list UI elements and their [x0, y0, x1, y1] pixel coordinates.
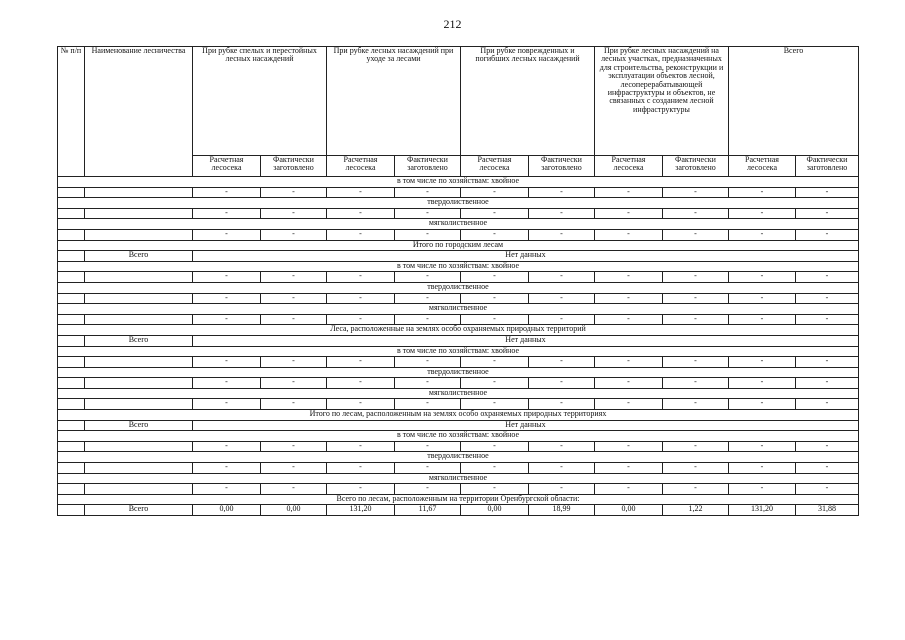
- table-row: [58, 304, 859, 315]
- table-row: [58, 314, 859, 325]
- value-cell: -: [663, 399, 729, 410]
- value-cell: -: [261, 441, 327, 452]
- value-cell: -: [796, 272, 859, 283]
- value-cell: -: [327, 378, 395, 389]
- value-cell: -: [729, 484, 796, 495]
- value-cell: -: [663, 187, 729, 198]
- table-row: [58, 208, 859, 219]
- value-cell: -: [327, 399, 395, 410]
- section-label: мягколиственное: [58, 304, 859, 315]
- value-cell: -: [595, 357, 663, 368]
- section-label: Леса, расположенные на землях особо охраняемых природных территорий: [58, 325, 859, 336]
- num-cell: [58, 484, 85, 495]
- table-row: [58, 198, 859, 209]
- section-label: твердолиственное: [58, 282, 859, 293]
- value-cell: -: [461, 463, 529, 474]
- forest-harvest-table: [57, 46, 859, 516]
- value-cell: -: [529, 357, 595, 368]
- value-cell: -: [796, 378, 859, 389]
- num-cell: [58, 420, 85, 431]
- value-cell: -: [395, 272, 461, 283]
- value-cell: -: [327, 357, 395, 368]
- section-label: Итого по городским лесам: [58, 240, 859, 251]
- value-cell: -: [395, 229, 461, 240]
- value-cell: -: [327, 272, 395, 283]
- table-row: [58, 261, 859, 272]
- value-cell: -: [193, 208, 261, 219]
- value-cell: -: [261, 314, 327, 325]
- value-cell: -: [529, 463, 595, 474]
- num-cell: [58, 505, 85, 516]
- subheader-estimated: Расчетная лесосека: [729, 156, 796, 177]
- value-cell: -: [529, 441, 595, 452]
- value-cell: -: [796, 208, 859, 219]
- num-cell: [58, 293, 85, 304]
- value-cell: -: [395, 378, 461, 389]
- value-cell: -: [193, 314, 261, 325]
- value-cell: -: [261, 208, 327, 219]
- value-cell: -: [529, 229, 595, 240]
- section-label: в том числе по хозяйствам: хвойное: [58, 346, 859, 357]
- table-row: [58, 505, 859, 516]
- value-cell: -: [729, 293, 796, 304]
- value-cell: -: [595, 272, 663, 283]
- subheader-actual: Фактически заготовлено: [261, 156, 327, 177]
- section-label: в том числе по хозяйствам: хвойное: [58, 177, 859, 188]
- no-data-cell: Нет данных: [193, 251, 859, 262]
- value-cell: -: [193, 187, 261, 198]
- row-label: [85, 441, 193, 452]
- value-cell: -: [595, 484, 663, 495]
- value-cell: -: [327, 314, 395, 325]
- value-cell: -: [663, 272, 729, 283]
- section-label: в том числе по хозяйствам: хвойное: [58, 261, 859, 272]
- value-cell: -: [729, 378, 796, 389]
- value-cell: -: [395, 399, 461, 410]
- value-cell: -: [395, 187, 461, 198]
- value-cell: -: [395, 484, 461, 495]
- row-label: [85, 484, 193, 495]
- row-label: [85, 187, 193, 198]
- value-cell: -: [529, 208, 595, 219]
- subheader-actual: Фактически заготовлено: [796, 156, 859, 177]
- value-cell: -: [327, 187, 395, 198]
- value-cell: -: [193, 378, 261, 389]
- value-cell: -: [595, 378, 663, 389]
- table-row: [58, 399, 859, 410]
- value-cell: -: [327, 208, 395, 219]
- value-cell: -: [796, 314, 859, 325]
- value-cell: -: [461, 441, 529, 452]
- value-cell: -: [193, 357, 261, 368]
- value-cell: -: [461, 314, 529, 325]
- header-group-total: Всего: [729, 47, 859, 156]
- value-cell: -: [529, 378, 595, 389]
- section-label: твердолиственное: [58, 198, 859, 209]
- value-cell: -: [529, 187, 595, 198]
- table-row: [58, 251, 859, 262]
- value-cell: 0,00: [461, 505, 529, 516]
- value-cell: -: [729, 314, 796, 325]
- table-row: [58, 346, 859, 357]
- num-cell: [58, 314, 85, 325]
- value-cell: -: [261, 272, 327, 283]
- row-label: [85, 357, 193, 368]
- value-cell: -: [395, 357, 461, 368]
- table-row: [58, 388, 859, 399]
- value-cell: -: [729, 187, 796, 198]
- value-cell: -: [327, 463, 395, 474]
- value-cell: -: [595, 229, 663, 240]
- header-row-groups: [58, 47, 859, 156]
- value-cell: -: [529, 484, 595, 495]
- value-cell: -: [327, 484, 395, 495]
- table-row: [58, 357, 859, 368]
- row-label: [85, 208, 193, 219]
- table-row: [58, 219, 859, 230]
- value-cell: 18,99: [529, 505, 595, 516]
- header-group-mature: При рубке спелых и перестойных лесных насаждений: [193, 47, 327, 156]
- value-cell: -: [663, 314, 729, 325]
- value-cell: -: [193, 463, 261, 474]
- value-cell: -: [796, 187, 859, 198]
- value-cell: 0,00: [595, 505, 663, 516]
- value-cell: -: [261, 293, 327, 304]
- value-cell: 31,88: [796, 505, 859, 516]
- value-cell: -: [193, 484, 261, 495]
- value-cell: 1,22: [663, 505, 729, 516]
- value-cell: -: [663, 229, 729, 240]
- table-row: [58, 378, 859, 389]
- row-label: Всего: [85, 505, 193, 516]
- row-label: Всего: [85, 251, 193, 262]
- row-label: [85, 272, 193, 283]
- value-cell: -: [729, 463, 796, 474]
- section-label: мягколиственное: [58, 473, 859, 484]
- num-cell: [58, 357, 85, 368]
- section-label: Всего по лесам, расположенным на территории Оренбургской области:: [58, 494, 859, 505]
- table-row: [58, 272, 859, 283]
- value-cell: -: [595, 441, 663, 452]
- value-cell: -: [796, 399, 859, 410]
- value-cell: -: [327, 229, 395, 240]
- page-number: 212: [443, 17, 462, 31]
- value-cell: -: [193, 441, 261, 452]
- value-cell: -: [595, 463, 663, 474]
- value-cell: -: [461, 208, 529, 219]
- table-row: [58, 473, 859, 484]
- num-cell: [58, 335, 85, 346]
- header-group-construction: При рубке лесных насаждений на лесных участках, предназначенных для строительства, реконструкции и эксплуатации объектов лесной, лесоперерабатывающей инфраструктуры и объектов, не связанных с созданием лесной инфраструктуры: [595, 47, 729, 156]
- value-cell: 0,00: [193, 505, 261, 516]
- no-data-cell: Нет данных: [193, 335, 859, 346]
- num-cell: [58, 272, 85, 283]
- table-body: [58, 177, 859, 516]
- header-num: № п/п: [58, 47, 85, 177]
- value-cell: -: [461, 378, 529, 389]
- subheader-actual: Фактически заготовлено: [529, 156, 595, 177]
- value-cell: -: [193, 399, 261, 410]
- value-cell: -: [796, 484, 859, 495]
- value-cell: -: [663, 441, 729, 452]
- subheader-estimated: Расчетная лесосека: [193, 156, 261, 177]
- table-row: [58, 494, 859, 505]
- header-group-damaged: При рубке поврежденных и погибших лесных насаждений: [461, 47, 595, 156]
- table-row: [58, 282, 859, 293]
- row-label: [85, 399, 193, 410]
- header-group-care: При рубке лесных насаждений при уходе за лесами: [327, 47, 461, 156]
- value-cell: -: [729, 208, 796, 219]
- table-row: [58, 177, 859, 188]
- value-cell: -: [595, 314, 663, 325]
- value-cell: -: [327, 441, 395, 452]
- section-label: Итого по лесам, расположенным на землях особо охраняемых природных территориях: [58, 410, 859, 421]
- value-cell: -: [529, 399, 595, 410]
- value-cell: -: [796, 463, 859, 474]
- value-cell: -: [395, 293, 461, 304]
- num-cell: [58, 187, 85, 198]
- value-cell: -: [261, 357, 327, 368]
- value-cell: -: [395, 314, 461, 325]
- value-cell: -: [261, 229, 327, 240]
- table-row: [58, 463, 859, 474]
- value-cell: -: [461, 399, 529, 410]
- table-row: [58, 431, 859, 442]
- value-cell: -: [595, 187, 663, 198]
- value-cell: -: [729, 357, 796, 368]
- value-cell: -: [663, 463, 729, 474]
- table-row: [58, 410, 859, 421]
- row-label: Всего: [85, 335, 193, 346]
- value-cell: -: [796, 441, 859, 452]
- table-row: [58, 367, 859, 378]
- value-cell: 11,67: [395, 505, 461, 516]
- header-forestry-name: Наименование лесничества: [85, 47, 193, 177]
- subheader-actual: Фактически заготовлено: [663, 156, 729, 177]
- num-cell: [58, 251, 85, 262]
- section-label: мягколиственное: [58, 388, 859, 399]
- value-cell: -: [529, 272, 595, 283]
- value-cell: -: [461, 272, 529, 283]
- value-cell: -: [663, 484, 729, 495]
- table-row: [58, 335, 859, 346]
- value-cell: -: [461, 357, 529, 368]
- value-cell: -: [461, 293, 529, 304]
- section-label: мягколиственное: [58, 219, 859, 230]
- value-cell: -: [395, 463, 461, 474]
- value-cell: -: [729, 272, 796, 283]
- row-label: [85, 378, 193, 389]
- row-label: [85, 463, 193, 474]
- value-cell: -: [529, 293, 595, 304]
- subheader-estimated: Расчетная лесосека: [595, 156, 663, 177]
- value-cell: -: [595, 208, 663, 219]
- value-cell: -: [729, 399, 796, 410]
- table-row: [58, 293, 859, 304]
- subheader-estimated: Расчетная лесосека: [461, 156, 529, 177]
- row-label: [85, 293, 193, 304]
- num-cell: [58, 463, 85, 474]
- value-cell: -: [261, 484, 327, 495]
- table-row: [58, 325, 859, 336]
- value-cell: -: [595, 293, 663, 304]
- num-cell: [58, 229, 85, 240]
- value-cell: 0,00: [261, 505, 327, 516]
- value-cell: -: [327, 293, 395, 304]
- table-row: [58, 229, 859, 240]
- table-row: [58, 420, 859, 431]
- num-cell: [58, 378, 85, 389]
- num-cell: [58, 441, 85, 452]
- value-cell: -: [595, 399, 663, 410]
- value-cell: -: [529, 314, 595, 325]
- no-data-cell: Нет данных: [193, 420, 859, 431]
- row-label: [85, 229, 193, 240]
- value-cell: -: [663, 378, 729, 389]
- section-label: в том числе по хозяйствам: хвойное: [58, 431, 859, 442]
- value-cell: -: [261, 378, 327, 389]
- row-label: [85, 314, 193, 325]
- value-cell: -: [395, 208, 461, 219]
- value-cell: -: [261, 399, 327, 410]
- value-cell: 131,20: [327, 505, 395, 516]
- value-cell: -: [193, 293, 261, 304]
- value-cell: -: [663, 357, 729, 368]
- value-cell: -: [193, 272, 261, 283]
- value-cell: -: [261, 187, 327, 198]
- value-cell: -: [663, 208, 729, 219]
- subheader-estimated: Расчетная лесосека: [327, 156, 395, 177]
- value-cell: 131,20: [729, 505, 796, 516]
- num-cell: [58, 208, 85, 219]
- num-cell: [58, 399, 85, 410]
- section-label: твердолиственное: [58, 367, 859, 378]
- value-cell: -: [261, 463, 327, 474]
- table-row: [58, 187, 859, 198]
- value-cell: -: [729, 229, 796, 240]
- value-cell: -: [729, 441, 796, 452]
- value-cell: -: [461, 484, 529, 495]
- section-label: твердолиственное: [58, 452, 859, 463]
- value-cell: -: [461, 187, 529, 198]
- table-row: [58, 452, 859, 463]
- value-cell: -: [663, 293, 729, 304]
- value-cell: -: [796, 357, 859, 368]
- table-row: [58, 441, 859, 452]
- table-row: [58, 484, 859, 495]
- value-cell: -: [796, 229, 859, 240]
- value-cell: -: [461, 229, 529, 240]
- table-row: [58, 240, 859, 251]
- subheader-actual: Фактически заготовлено: [395, 156, 461, 177]
- value-cell: -: [796, 293, 859, 304]
- value-cell: -: [193, 229, 261, 240]
- row-label: Всего: [85, 420, 193, 431]
- value-cell: -: [395, 441, 461, 452]
